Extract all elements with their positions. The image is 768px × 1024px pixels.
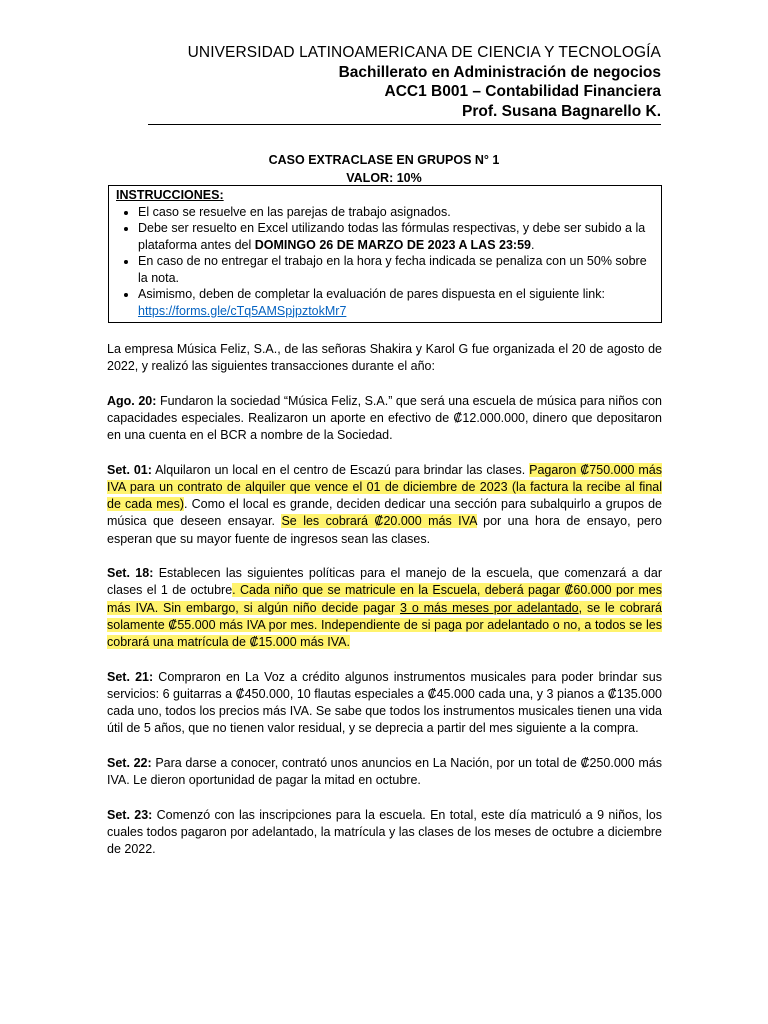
transaction-date: Set. 22: — [107, 755, 152, 770]
highlighted-text: , se le cobrará solamente ₡55.000 más IVA por mes. Independiente de si paga por adelantado o no, a todos se les cobrará una matrícula de ₡15.000 más IVA. — [107, 600, 662, 650]
intro-paragraph: La empresa Música Feliz, S.A., de las señoras Shakira y Karol G fue organizada el 20 de agosto de 2022, y realizó las siguientes transacciones durante el año: — [107, 342, 662, 374]
instruction-item: • Debe ser resuelto en Excel utilizando todas las fórmulas respectivas, y debe ser subido a la plataforma antes del DOMINGO 26 DE MARZO DE 2023 A LAS 23:59. — [138, 220, 653, 253]
instruction-item: • Asimismo, deben de completar la evaluación de pares dispuesta en el siguiente link: https://forms.gle/cTq5AMSpjpztokMr7 — [138, 286, 653, 319]
deadline: DOMINGO 26 DE MARZO DE 2023 A LAS 23:59 — [254, 237, 531, 252]
highlighted-text: . Cada niño que se matricule en la Escuela, deberá pagar ₡60.000 por mes más IVA. Sin embargo, si algún niño decide pagar — [107, 583, 662, 615]
instructions-box — [108, 185, 662, 323]
document-header — [188, 43, 661, 121]
case-heading — [0, 151, 768, 187]
transaction-set21: Set. 21: Compraron en La Voz a crédito algunos instrumentos musicales para poder brindar sus servicios: 6 guitarras a ₡450.000, 10 flautas especiales a ₡45.000 cada una, y 3 pianos a ₡135.000 cada uno, todos los precios más IVA. Se sabe que todos los instrumentos musicales tienen una vida útil de 5 años, que no tienen valor residual, y se deprecia a partir del mes siguiente a la compra. — [107, 669, 662, 736]
transaction-set23: Set. 23: Comenzó con las inscripciones para la escuela. En total, este día matriculó a 9 niños, los cuales todos pagaron por adelantado, la matrícula y las clases de los meses de octubre a diciembre de 2022. — [107, 807, 663, 857]
case-body — [107, 341, 662, 876]
transaction-date: Ago. 20: — [107, 393, 157, 408]
highlighted-underlined-text: 3 o más meses por adelantado — [400, 600, 579, 615]
transaction-ago20: Ago. 20: Fundaron la sociedad “Música Feliz, S.A.” que será una escuela de música para niños con capacidades especiales. Realizaron un aporte en efectivo de ₡12.000.000, dinero que depositaron en una cuenta en el BCR a nombre de la Sociedad. — [107, 393, 662, 443]
instructions-title: INSTRUCCIONES: — [116, 188, 224, 202]
university-name: UNIVERSIDAD LATINOAMERICANA DE CIENCIA Y TECNOLOGÍA — [187, 44, 661, 61]
transaction-date: Set. 01: — [107, 462, 152, 477]
instruction-item: • En caso de no entregar el trabajo en la hora y fecha indicada se penaliza con un 50% sobre la nota. — [138, 253, 653, 286]
transaction-date: Set. 23: — [107, 807, 153, 822]
case-title: CASO EXTRACLASE EN GRUPOS N° 1 — [268, 153, 500, 167]
highlighted-text: Se les cobrará ₡20.000 más IVA — [281, 514, 477, 529]
case-value: VALOR: 10% — [346, 171, 422, 185]
header-divider — [148, 124, 661, 125]
transaction-date: Set. 18: — [107, 566, 154, 581]
transaction-set22: Set. 22: Para darse a conocer, contrató unos anuncios en La Nación, por un total de ₡250.000 más IVA. Le dieron oportunidad de pagar la mitad en octubre. — [107, 755, 662, 788]
instructions-list — [116, 204, 653, 320]
highlighted-text: Pagaron ₡750.000 más IVA para un contrato de alquiler que vence el 01 de diciembre de 2023 (la factura la recibe al final de cada mes) — [107, 462, 662, 512]
instruction-item: • El caso se resuelve en las parejas de trabajo asignados. — [138, 204, 653, 221]
transaction-set01: Set. 01: Alquilaron un local en el centro de Escazú para brindar las clases. Pagaron ₡750.000 más IVA para un contrato de alquiler que vence el 01 de diciembre de 2023 (la factura la recibe al final de cada mes). Como el local es grande, deciden dedicar una sección para subalquirlo a grupos de música que deseen ensayar. Se les cobrará ₡20.000 más IVA por una hora de ensayo, pero esperan que su mayor fuente de ingresos sean las clases. — [107, 462, 662, 546]
transaction-set18: Set. 18: Establecen las siguientes políticas para el manejo de la escuela, que comenzará a dar clases el 1 de octubre. Cada niño que se matricule en la Escuela, deberá pagar ₡60.000 por mes más IVA. Sin embargo, si algún niño decide pagar 3 o más meses por adelantado, se le cobrará solamente ₡55.000 más IVA por mes. Independiente de si paga por adelantado o no, a todos se les cobrará una matrícula de ₡15.000 más IVA. — [107, 566, 663, 650]
peer-evaluation-link[interactable]: https://forms.gle/cTq5AMSpjpztokMr7 — [138, 303, 347, 318]
transaction-date: Set. 21: — [107, 669, 154, 684]
course-name: ACC1 B001 – Contabilidad Financiera — [384, 83, 661, 100]
program-name: Bachillerato en Administración de negocios — [338, 63, 661, 81]
professor-name: Prof. Susana Bagnarello K. — [462, 102, 661, 120]
